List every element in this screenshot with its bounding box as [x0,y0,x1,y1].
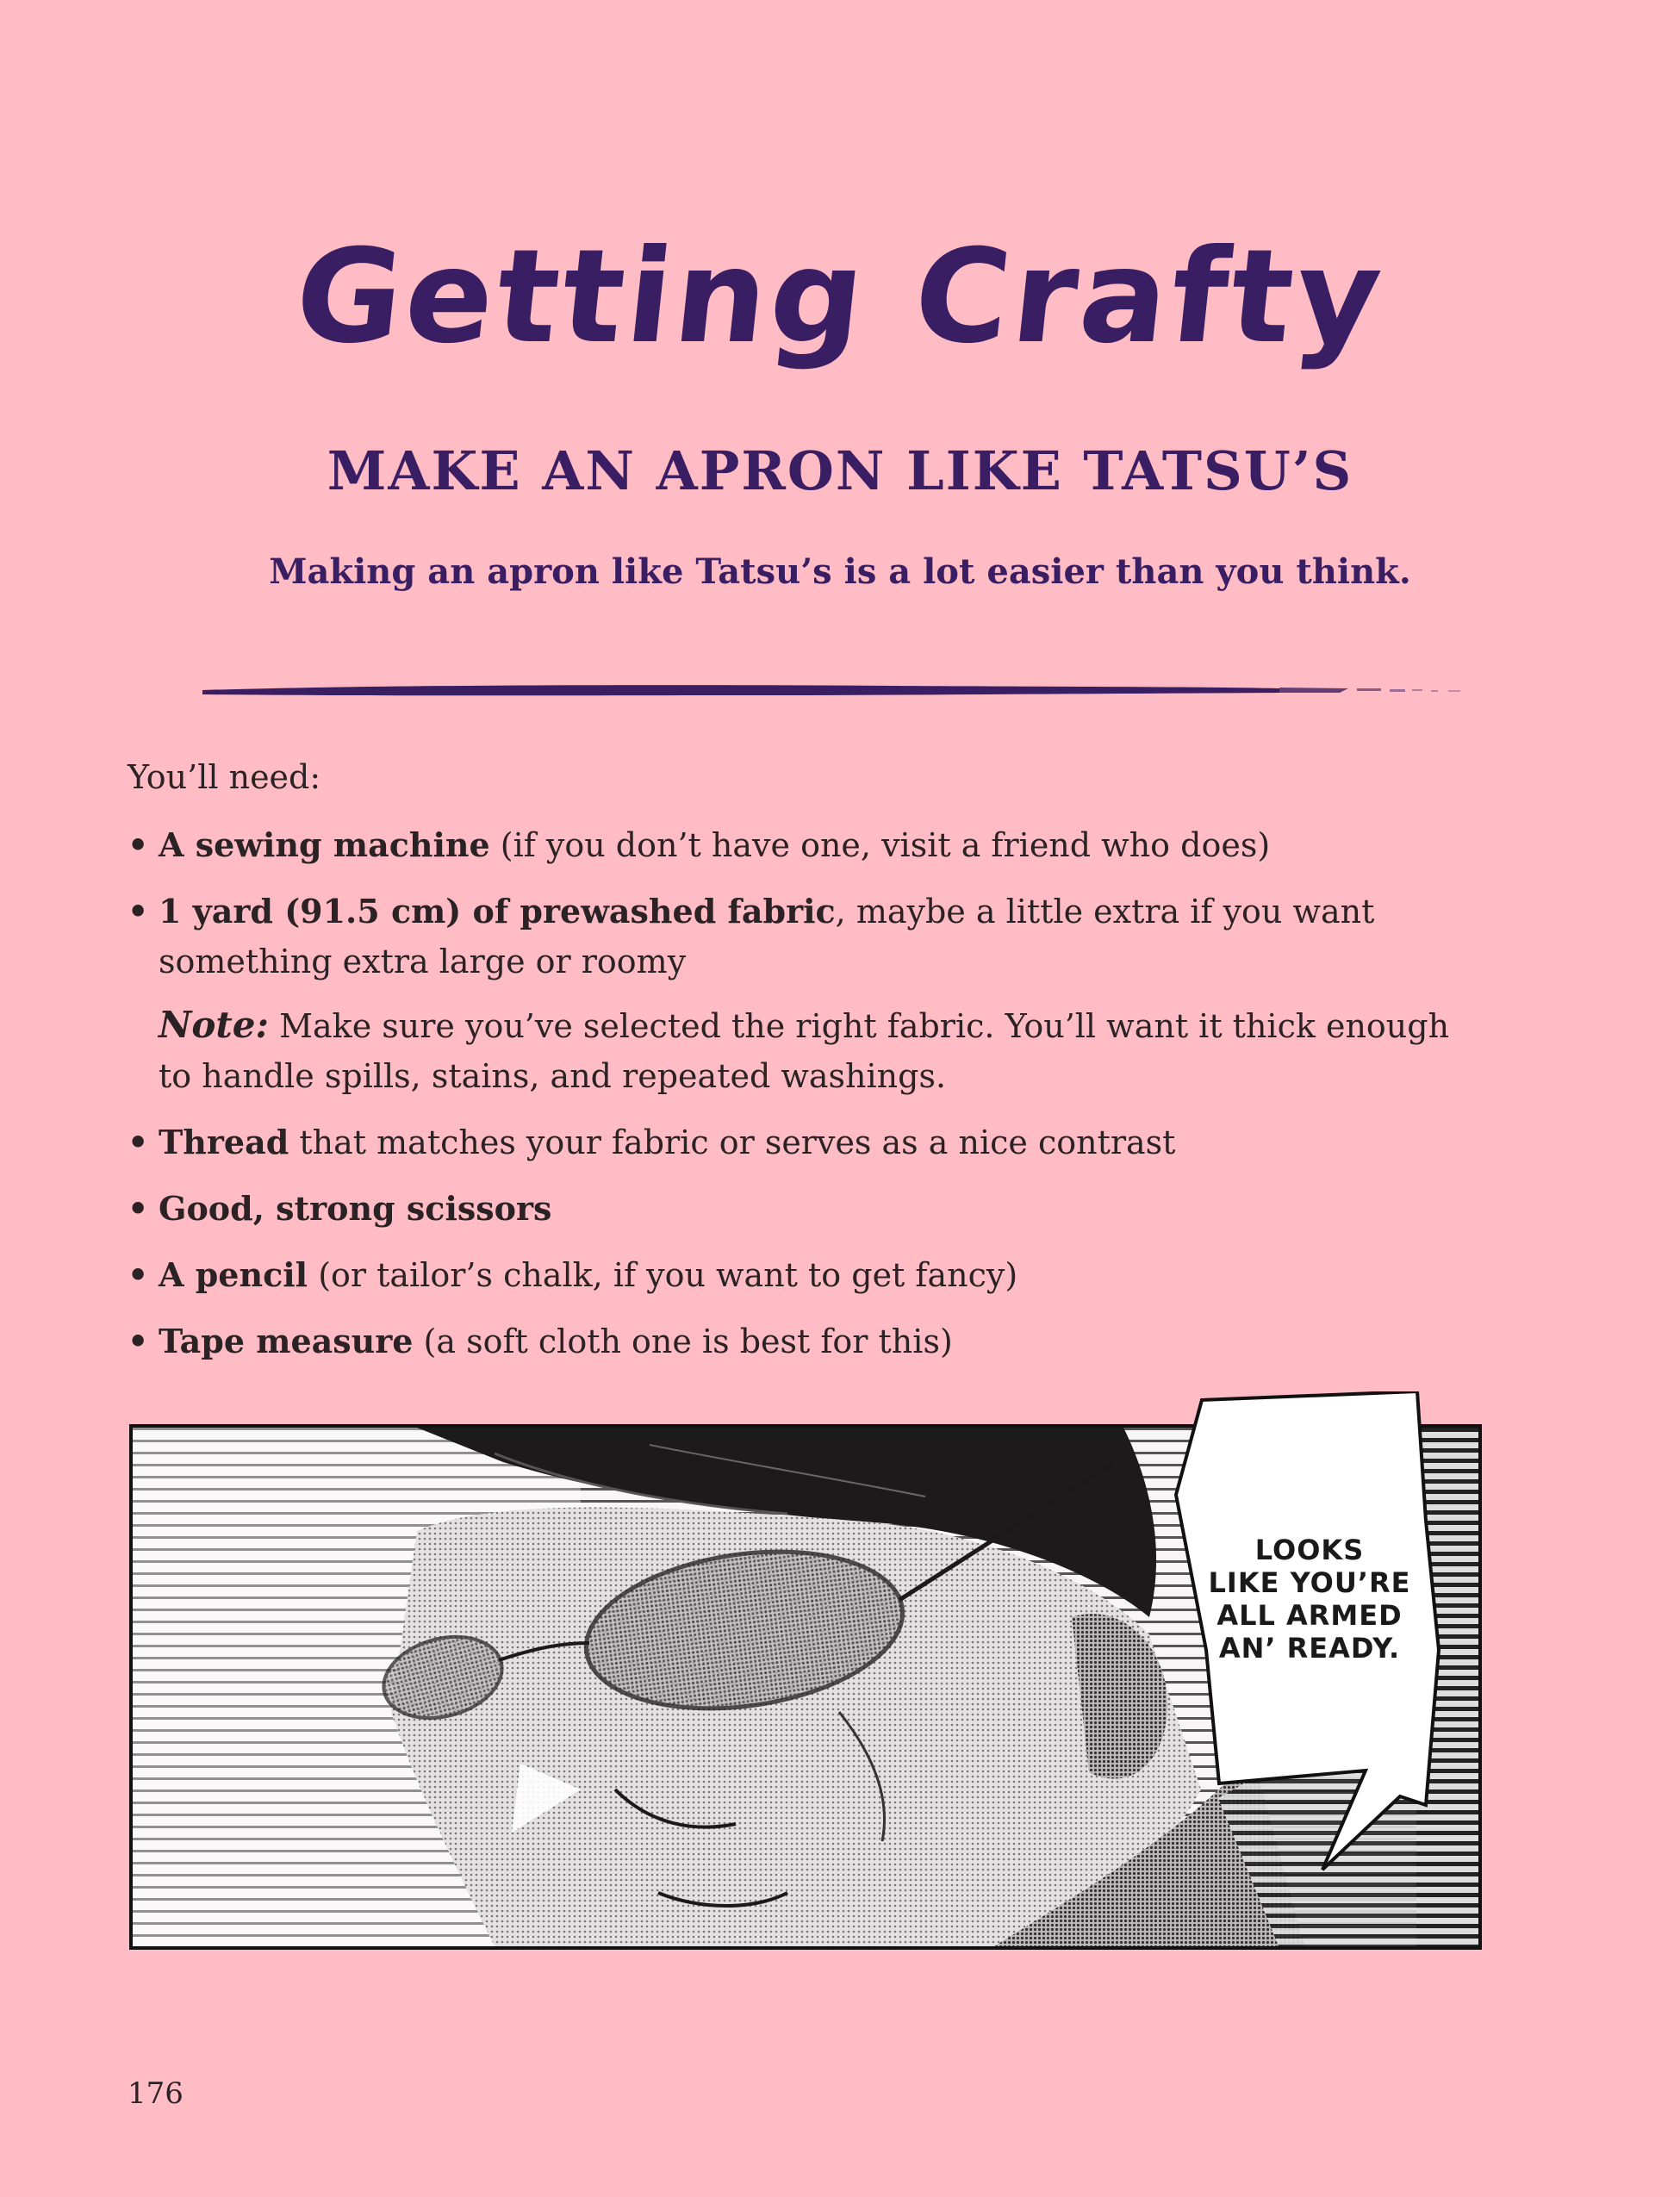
note-label: Note: [159,1004,270,1046]
fabric-note [159,1000,1472,1101]
bullet: • [128,1189,149,1228]
speech-line: LIKE YOU’RE [1208,1566,1411,1599]
item-name: Tape measure [159,1322,414,1360]
bullet: • [128,892,149,930]
speech-line: AN’ READY. [1218,1632,1401,1665]
item-name: A pencil [159,1255,308,1294]
item-detail: (if you don’t have one, visit a friend who does) [489,826,1271,864]
item-name: Good, strong scissors [159,1189,552,1228]
item-name: Thread [159,1123,289,1161]
item-detail: (a soft cloth one is best for this) [413,1323,953,1360]
item-name: A sewing machine [159,825,490,864]
list-item [128,887,1472,1101]
bullet: • [128,1322,149,1360]
speech-bubble-text [1167,1534,1452,1665]
list-item [128,820,1472,870]
note-text: Make sure you’ve selected the right fabric. You’ll want it thick enough to handle spills, stains, and repeated washings. [159,1007,1450,1095]
list-item [128,1250,1472,1300]
list-item [128,1117,1472,1167]
bullet: • [128,1123,149,1161]
item-name: 1 yard (91.5 cm) of prewashed fabric [159,892,836,930]
bullet: • [128,1255,149,1294]
speech-line: ALL ARMED [1216,1599,1403,1632]
bullet: • [128,825,149,864]
list-item [128,1184,1472,1234]
item-detail: , maybe a little extra if you want something extra large or roomy [159,893,1375,980]
intro-text: Making an apron like Tatsu’s is a lot easier than you think. [269,551,1411,592]
item-detail: that matches your fabric or serves as a nice contrast [289,1123,1176,1161]
item-detail: (or tailor’s chalk, if you want to get fancy) [308,1256,1018,1294]
supplies-list [128,820,1472,1383]
speech-line: LOOKS [1254,1534,1365,1566]
page-number: 176 [128,2076,184,2111]
section-subtitle: MAKE AN APRON LIKE TATSU’S [327,439,1353,502]
page-title: Getting Crafty [288,222,1392,372]
brush-stroke-divider [202,676,1469,702]
list-item [128,1316,1472,1366]
needs-label: You’ll need: [128,758,321,796]
